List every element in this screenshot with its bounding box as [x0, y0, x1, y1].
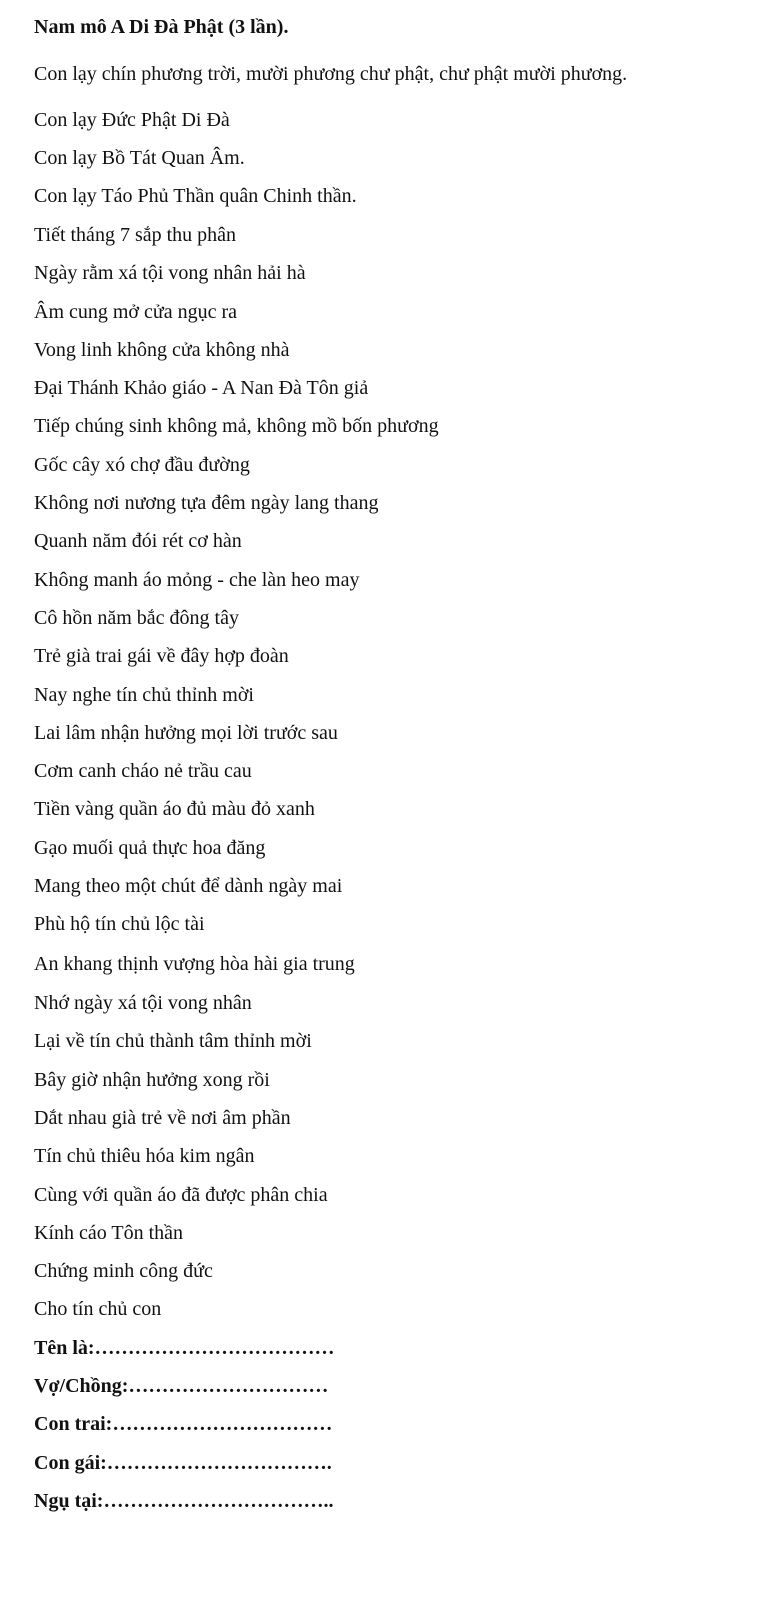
prayer-line: Kính cáo Tôn thần: [34, 1222, 184, 1244]
prayer-line: Vong linh không cửa không nhà: [34, 339, 290, 361]
prayer-line: Ngày rằm xá tội vong nhân hải hà: [34, 262, 306, 284]
spouse-field-line: Vợ/Chồng:…………………………: [34, 1375, 329, 1397]
document-heading: Nam mô A Di Đà Phật (3 lần).: [34, 16, 289, 38]
address-field-line: Ngụ tại:……………………………..: [34, 1490, 334, 1512]
prayer-line: Con lạy Bồ Tát Quan Âm.: [34, 147, 245, 169]
prayer-line: An khang thịnh vượng hòa hài gia trung: [34, 953, 355, 975]
prayer-line: Trẻ già trai gái về đây hợp đoàn: [34, 645, 289, 667]
prayer-line: Dắt nhau già trẻ về nơi âm phần: [34, 1107, 291, 1129]
name-field-line: Tên là:………………………………: [34, 1337, 335, 1359]
prayer-line: Nay nghe tín chủ thỉnh mời: [34, 684, 254, 706]
daughter-field-line: Con gái:…………………………….: [34, 1452, 332, 1474]
prayer-line: Lai lâm nhận hưởng mọi lời trước sau: [34, 722, 338, 744]
prayer-line: Con lạy Táo Phủ Thần quân Chinh thần.: [34, 185, 357, 207]
prayer-line: Cho tín chủ con: [34, 1298, 162, 1320]
prayer-line: Cùng với quần áo đã được phân chia: [34, 1184, 328, 1206]
prayer-line: Tiếp chúng sinh không mả, không mồ bốn phương: [34, 415, 439, 437]
prayer-line: Tiết tháng 7 sắp thu phân: [34, 224, 237, 246]
prayer-line: Gốc cây xó chợ đầu đường: [34, 454, 250, 476]
son-field-line: Con trai:……………………………: [34, 1413, 333, 1435]
prayer-line: Mang theo một chút để dành ngày mai: [34, 875, 343, 897]
prayer-line: Đại Thánh Khảo giáo - A Nan Đà Tôn giả: [34, 377, 369, 399]
prayer-line: Cô hồn năm bắc đông tây: [34, 607, 239, 629]
prayer-line: Lại về tín chủ thành tâm thỉnh mời: [34, 1030, 312, 1052]
prayer-line: Gạo muối quả thực hoa đăng: [34, 837, 266, 859]
prayer-line: Chứng minh công đức: [34, 1260, 213, 1282]
prayer-line: Không nơi nương tựa đêm ngày lang thang: [34, 492, 379, 514]
prayer-line: Không manh áo mỏng - che làn heo may: [34, 569, 360, 591]
prayer-line: Cơm canh cháo nẻ trầu cau: [34, 760, 252, 782]
prayer-line: Bây giờ nhận hưởng xong rồi: [34, 1069, 270, 1091]
prayer-line: Nhớ ngày xá tội vong nhân: [34, 992, 252, 1014]
prayer-line: Con lạy chín phương trời, mười phương chư phật, chư phật mười phương.: [34, 63, 628, 85]
prayer-line: Phù hộ tín chủ lộc tài: [34, 913, 205, 935]
prayer-line: Con lạy Đức Phật Di Đà: [34, 109, 230, 131]
prayer-line: Tín chủ thiêu hóa kim ngân: [34, 1145, 255, 1167]
prayer-line: Quanh năm đói rét cơ hàn: [34, 530, 242, 552]
prayer-line: Âm cung mở cửa ngục ra: [34, 301, 238, 323]
prayer-line: Tiền vàng quần áo đủ màu đỏ xanh: [34, 798, 315, 820]
